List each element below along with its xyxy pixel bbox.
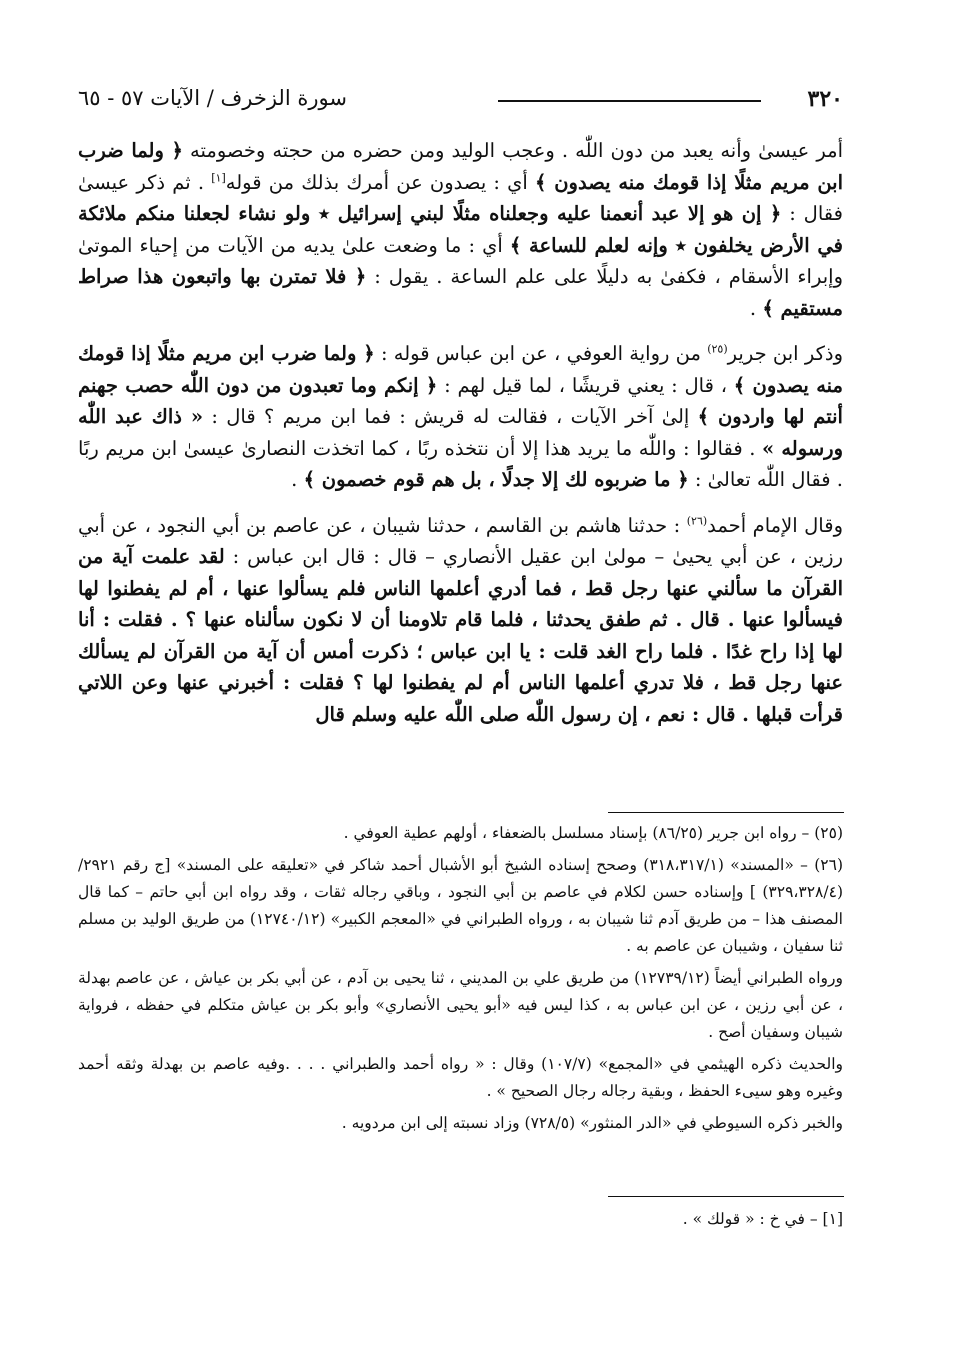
footnote-ref-26: (٢٦) (686, 514, 708, 527)
quran-verse: ﴿ ما ضربوه لك إلا جدلًا ، بل هم قوم خصمون ﴾ (303, 468, 689, 491)
page-number: ٣٢٠ (807, 86, 843, 112)
quran-verse: ﴿ إن هو إلا عبد أنعمنا عليه وجعلناه مثلًا لبني إسرائيل ٭ ولو نشاء لجعلنا منكم ملائكة في الأرض يخلفون ٭ وإنه لعلم للساعة ﴾ (78, 202, 843, 257)
footnote: والحديث ذكره الهيثمي في «المجمع» (١٠٧/٧) وقال : « رواه أحمد والطبراني . . . .وفيه عاصم بن بهدلة وثقه أحمد وغيره وهو سيىء الحفظ ، وبقية رجاله رجال الصحيح » . (78, 1055, 843, 1100)
paragraph-3 (78, 510, 843, 731)
text: : حدثنا هاشم بن القاسم ، حدثنا شيبان ، عن عاصم بن أبي النجود ، عن أبي رزين ، عن أبي يحيىٰ – مولىٰ ابن عقيل الأنصاري – قال : قال ابن عباس : (78, 513, 844, 568)
footnotes (78, 820, 843, 1142)
margin-note-ref: [١] (211, 171, 226, 184)
running-title: سورة الزخرف / الآيات ٥٧ - ٦٥ (78, 86, 347, 110)
footnote: (٢٦) – «المسند» (٣١٨،٣١٧/١) وصحح إسناده الشيخ أبو الأشبال أحمد شاكر في «تعليقه على المسند» [ج رقم ٢٩٢١/ (٣٢٩،٣٢٨/٤) ] وإسناده حسن لكلام في عاصم بن أبي النجود ، وباقي رجاله ثقات ، وقد رواه ابن أبي حاتم – كما قال المصنف هذا – من طريق آدم ثنا شيبان به ، ورواه الطبراني في «المعجم الكبير» (١٢٧٤٠/١٢) من طريق الوليد بن مسلم ثنا سفيان ، وشيبان عن عاصم به . (78, 856, 843, 955)
text: إلىٰ آخر الآيات ، فقالت له قريش : فما ابن مريم ؟ قال : (211, 405, 690, 428)
text: أي : ما وضعت علىٰ يديه من الآيات من إحياء الموتىٰ وإبراء الأسقام ، فكفىٰ به دليلًا على علم الساعة . يقول : (78, 233, 843, 288)
margin-note-rule (608, 1196, 844, 1197)
margin-note: [١] – في خ : « قولك » . (682, 1210, 843, 1228)
hadith-quote: « ذاك عبد اللّٰه ورسوله » (78, 405, 843, 460)
text: أي : يصدون عن أمرك بذلك من قوله (225, 170, 528, 194)
paragraph-1 (78, 135, 843, 324)
page-header (78, 86, 843, 122)
quran-verse: ﴿ فلا تمترن بها واتبعون هذا صراط مستقيم ﴾ (78, 265, 843, 320)
footnote: والخبر ذكره السيوطي في «الدر المنثور» (٧٢٨/٥) وزاد نسبته إلى ابن مردويه . (341, 1114, 843, 1132)
text: . (749, 296, 757, 320)
text: . (291, 468, 298, 491)
header-rule (498, 100, 761, 102)
quran-verse: ﴿ ولما ضرب ابن مريم مثلًا إذا قومك منه يصدون ﴾ (78, 139, 844, 194)
quran-verse: ﴿ ولما ضرب ابن مريم مثلًا إذا قومك منه يصدون ﴾ (78, 342, 843, 397)
paragraph-2 (78, 338, 843, 496)
footnote: ورواه الطبراني أيضاً (١٢٧٣٩/١٢) من طريق علي بن المديني ، ثنا يحيى بن آدم ، عن أبي بكر بن عياش ، عن عاصم بهدلة ، عن أبي رزين ، عن ابن عباس به ، كذا ليس فيه «أبو يحيى الأنصاري» وأبو بكر بن عياش متكلم في حفظه ، فرواية شيبان وسفيان أصح . (78, 969, 843, 1041)
text: . ثم ذكر عيسىٰ فقال : (78, 170, 843, 225)
text: ، قال : يعني قريشًا ، لما قيل لهم : (444, 373, 727, 397)
text: . فقالوا : واللّٰه ما يريد هذا إلا أن نتخذه ربًا ، كما اتخذت النصارىٰ عيسىٰ ابن مريم ربًا . فقال اللّٰه تعالىٰ : (78, 436, 843, 491)
hadith-quote: لقد علمت آية من القرآن ما سألني عنها رجل قط ، فما أدري أعلمها الناس فلم يسألوا عنها ، أم لم يفطنوا لها فيسألوا عنها . قال . ثم طفق يحدثنا ، فلما قام تلاومنا أن لا نكون سألناه عنها ؟ . فقلت : أنا لها إذا راح غدًا . فلما راح الغد قلت : يا ابن عباس ؛ ذكرت أمس أن آية من القرآن لم يسألك عنها رجل قط ، فلا تدري أعلمها الناس أم لم يفطنوا لها ؟ فقلت : أخبرني عنها وعن اللاتي قرأت قبلها . قال : نعم ، إن رسول اللّٰه صلى اللّٰه عليه وسلم قال (78, 545, 843, 726)
footnote: (٢٥) – رواه ابن جرير (٨٦/٢٥) بإسناد مسلسل بالضعفاء ، أولهم عطية العوفي . (343, 824, 843, 842)
text: وذكر ابن جرير (727, 342, 843, 365)
margin-notes (78, 1206, 843, 1238)
footnote-ref-25: (٢٥) (707, 342, 728, 356)
text: وقال الإمام أحمد (707, 513, 843, 537)
text: أمر عيسىٰ وأنه يعبد من دون اللّٰه . وعجب الوليد ومن حضره من حجته وخصومته (190, 139, 843, 162)
text: من رواية العوفي ، عن ابن عباس قوله : (380, 342, 701, 365)
main-text (78, 135, 843, 730)
quran-verse: ﴿ إنكم وما تعبدون من دون اللّٰه حصب جهنم أنتم لها واردون ﴾ (78, 373, 843, 428)
footnote-rule (608, 812, 844, 813)
